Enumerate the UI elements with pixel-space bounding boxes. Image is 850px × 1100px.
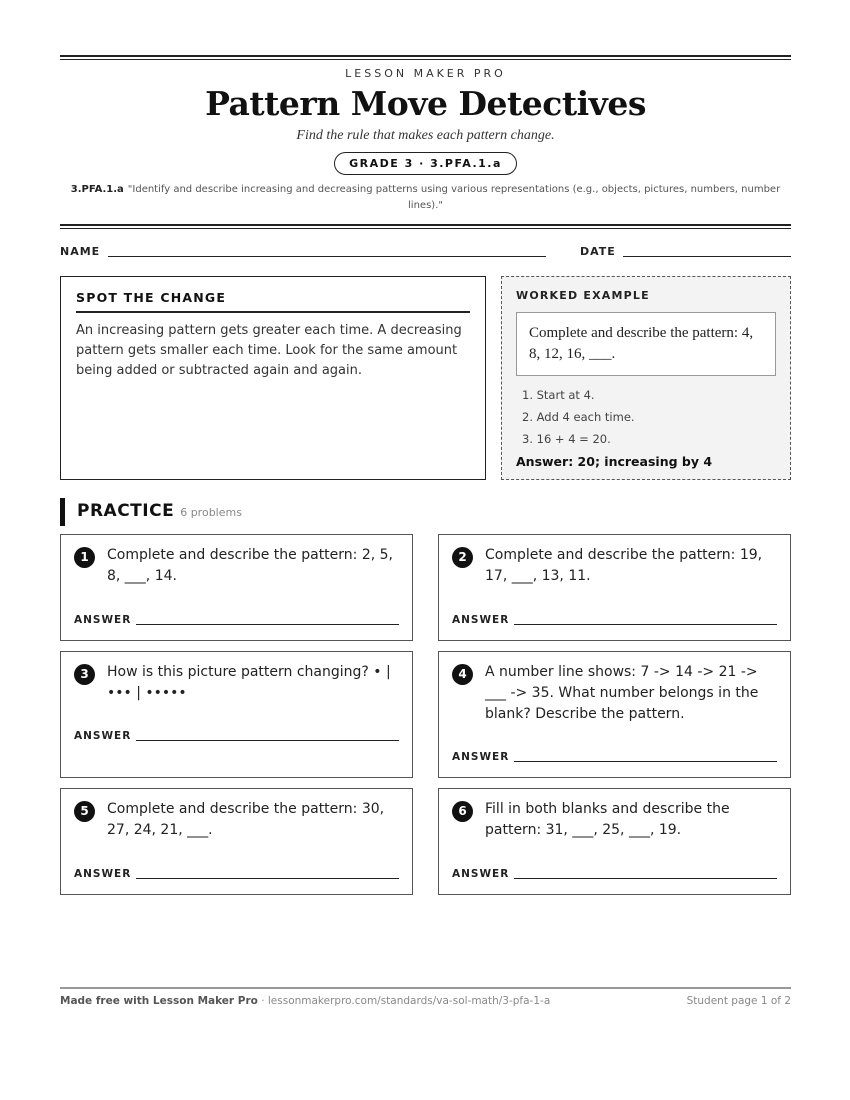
worked-example-box xyxy=(501,276,791,480)
worked-steps xyxy=(516,384,776,450)
grade-badge: GRADE 3 · 3.PFA.1.a xyxy=(334,152,517,175)
answer-label: ANSWER xyxy=(74,730,132,742)
header-bottom-rule xyxy=(60,224,791,229)
standard-description xyxy=(60,182,791,214)
answer-line[interactable] xyxy=(514,878,777,879)
worksheet-page xyxy=(60,0,791,1100)
problem-card-2 xyxy=(438,534,791,641)
problem-number-badge: 1 xyxy=(74,547,95,568)
footer-brand: Made free with Lesson Maker Pro xyxy=(60,995,258,1007)
name-date-row xyxy=(60,245,791,261)
answer-line[interactable] xyxy=(136,740,399,741)
spot-body: An increasing pattern gets greater each time. A decreasing pattern gets smaller each time. Look for the same amount being added or subtracted again and again. xyxy=(76,323,462,378)
name-label: NAME xyxy=(60,245,101,258)
worked-step: 3. 16 + 4 = 20. xyxy=(522,432,611,446)
problem-card-6 xyxy=(438,788,791,895)
answer-line[interactable] xyxy=(136,878,399,879)
answer-label: ANSWER xyxy=(452,614,510,626)
problem-number-badge: 5 xyxy=(74,801,95,822)
practice-count: 6 problems xyxy=(180,506,242,519)
footer xyxy=(60,995,791,1007)
problem-number-badge: 3 xyxy=(74,664,95,685)
page-subtitle: Find the rule that makes each pattern change. xyxy=(296,128,555,143)
answer-row xyxy=(452,751,777,763)
problem-card-1 xyxy=(60,534,413,641)
answer-line[interactable] xyxy=(136,624,399,625)
footer-rule xyxy=(60,987,791,989)
problem-text: How is this picture pattern changing? • | ••• | ••••• xyxy=(107,664,391,701)
page-title: Pattern Move Detectives xyxy=(205,84,646,123)
date-label: DATE xyxy=(580,245,616,258)
problem-number-badge: 6 xyxy=(452,801,473,822)
grade-badge-wrap xyxy=(60,152,791,175)
practice-title: PRACTICE xyxy=(77,501,175,521)
answer-label: ANSWER xyxy=(452,868,510,880)
spot-heading: SPOT THE CHANGE xyxy=(76,290,470,313)
worked-step: 1. Start at 4. xyxy=(522,388,595,402)
answer-label: ANSWER xyxy=(74,614,132,626)
name-field-line[interactable] xyxy=(108,256,546,257)
problem-number-badge: 2 xyxy=(452,547,473,568)
answer-line[interactable] xyxy=(514,624,777,625)
answer-row xyxy=(74,614,399,626)
problem-text: Complete and describe the pattern: 2, 5, 8, ___, 14. xyxy=(107,547,393,584)
answer-row xyxy=(452,868,777,880)
top-rule xyxy=(60,55,791,60)
worked-problem: Complete and describe the pattern: 4, 8, 12, 16, ___. xyxy=(516,312,776,376)
answer-label: ANSWER xyxy=(74,868,132,880)
problem-text: Complete and describe the pattern: 30, 27, 24, 21, ___. xyxy=(107,801,385,838)
worked-step: 2. Add 4 each time. xyxy=(522,410,635,424)
answer-row xyxy=(74,868,399,880)
worked-heading: WORKED EXAMPLE xyxy=(516,289,650,302)
answer-row xyxy=(74,730,399,742)
problem-card-5 xyxy=(60,788,413,895)
brand-label: LESSON MAKER PRO xyxy=(345,67,506,80)
problem-card-3 xyxy=(60,651,413,778)
footer-page-number: Student page 1 of 2 xyxy=(686,995,791,1007)
answer-label: ANSWER xyxy=(452,751,510,763)
problem-card-4 xyxy=(438,651,791,778)
problem-number-badge: 4 xyxy=(452,664,473,685)
worked-answer: Answer: 20; increasing by 4 xyxy=(516,454,713,469)
date-field-line[interactable] xyxy=(623,256,791,257)
answer-row xyxy=(452,614,777,626)
problem-text: Fill in both blanks and describe the pattern: 31, ___, 25, ___, 19. xyxy=(485,801,730,838)
problem-text: Complete and describe the pattern: 19, 17, ___, 13, 11. xyxy=(485,547,763,584)
problem-text: A number line shows: 7 -> 14 -> 21 -> ___ -> 35. What number belongs in the blank? Describe the pattern. xyxy=(485,664,759,722)
spot-the-change-box xyxy=(60,276,486,480)
footer-url[interactable]: · lessonmakerpro.com/standards/va-sol-math/3-pfa-1-a xyxy=(257,995,551,1007)
answer-line[interactable] xyxy=(514,761,777,762)
standard-text: "Identify and describe increasing and decreasing patterns using various representations (e.g., objects, pictures, numbers, number lines)." xyxy=(127,184,781,211)
practice-header xyxy=(60,498,242,526)
standard-code: 3.PFA.1.a xyxy=(70,184,124,195)
